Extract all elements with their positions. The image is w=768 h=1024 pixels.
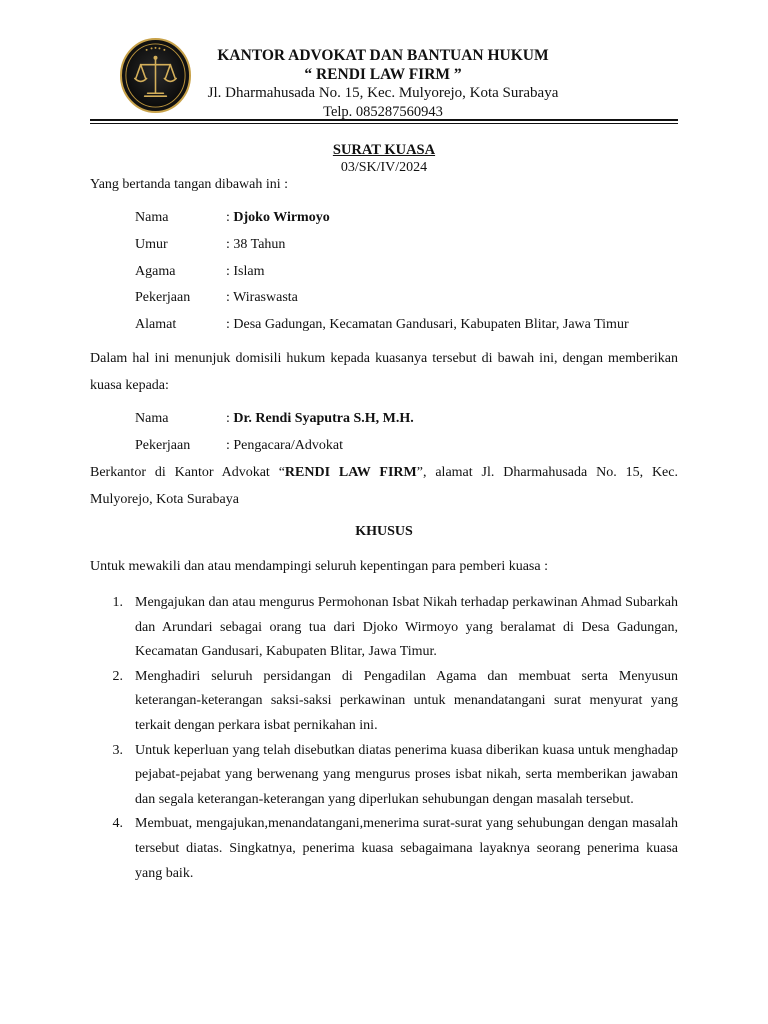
- firm-organization: KANTOR ADVOKAT DAN BANTUAN HUKUM: [217, 47, 549, 64]
- list-text: Mengajukan dan atau mengurus Permohonan Isbat Nikah terhadap perkawinan Ahmad Subarkah dan Arundari sebagai orang tua dari Djoko Wirmoyo yang beralamat di Desa Gadungan, Kecamatan Gandusari, Kabupaten Blitar, Jawa Timur.: [135, 595, 678, 660]
- attorney-row-occupation: [135, 433, 414, 460]
- list-item: [90, 812, 678, 886]
- list-number: 2.: [112, 668, 123, 684]
- field-label: Nama: [135, 411, 169, 426]
- list-number: 1.: [112, 595, 123, 610]
- firm-address: Jl. Dharmahusada No. 15, Kec. Mulyorejo, Kota Surabaya: [207, 85, 559, 101]
- attorney-row-name: [135, 406, 414, 433]
- grantor-row-name: [135, 205, 629, 232]
- field-value: : 38 Tahun: [226, 236, 286, 252]
- list-text: Membuat, mengajukan,menandatangani,menerima surat-surat yang sehubungan dengan masalah tersebut diatas. Singkatnya, penerima kuasa sebagaimana layaknya seorang penerima kuasa yang baik.: [135, 816, 678, 881]
- field-label: Umur: [135, 236, 168, 252]
- attorney-details: [135, 406, 414, 460]
- list-text: Untuk keperluan yang telah disebutkan diatas penerima kuasa diberikan kuasa untuk menghadap pejabat-pejabat yang berwenang yang mengurus proses isbat nikah, serta memberikan jawaban dan segala keterangan-keterangan yang diperlukan sehubungan dengan masalah tersebut.: [135, 742, 678, 807]
- office-firm-name: RENDI LAW FIRM: [284, 465, 417, 480]
- list-item: [90, 739, 678, 813]
- special-heading: KHUSUS: [355, 524, 413, 539]
- document-title-block: [90, 141, 678, 176]
- office-text: Berkantor di Kantor Advokat “RENDI LAW FIRM”, alamat Jl. Dharmahusada No. 15, Kec. Mulyorejo, Kota Surabaya: [90, 465, 678, 507]
- appoint-text: Dalam hal ini menunjuk domisili hukum kepada kuasanya tersebut di bawah ini, dengan memberikan kuasa kepada:: [90, 351, 678, 393]
- firm-name: “ RENDI LAW FIRM ”: [304, 66, 462, 83]
- field-value: : Wiraswasta: [226, 290, 298, 306]
- field-value: : Islam: [226, 263, 265, 279]
- field-label: Pekerjaan: [135, 437, 191, 453]
- field-value: : Pengacara/Advokat: [226, 437, 344, 453]
- field-value: : Desa Gadungan, Kecamatan Gandusari, Kabupaten Blitar, Jawa Timur: [226, 317, 629, 333]
- grantor-row-religion: [135, 259, 629, 286]
- field-label: Pekerjaan: [135, 290, 191, 306]
- document-number: 03/SK/IV/2024: [340, 160, 428, 175]
- list-number: 3.: [112, 742, 123, 758]
- list-item: [90, 665, 678, 739]
- powers-list: [90, 591, 678, 886]
- field-label: Agama: [135, 263, 176, 279]
- grantor-row-address: [135, 312, 629, 339]
- list-text: Menghadiri seluruh persidangan di Pengadilan Agama dan membuat serta Menyusun keterangan-keterangan saksi-saksi perkawinan untuk menandatangani surat menyurat yang terkait dengan perkara isbat pernikahan ini.: [135, 668, 678, 733]
- list-number: 4.: [112, 816, 123, 832]
- attorney-name: Dr. Rendi Syaputra S.H, M.H.: [233, 411, 414, 426]
- grantor-row-occupation: [135, 285, 629, 312]
- grantor-row-age: [135, 232, 629, 259]
- law-firm-logo: [119, 37, 192, 114]
- list-item: [90, 591, 678, 665]
- field-label: Alamat: [135, 317, 177, 333]
- letterhead-rule-thin: [90, 123, 678, 124]
- letterhead: [190, 46, 576, 122]
- field-label: Nama: [135, 210, 169, 225]
- grantor-name: Djoko Wirmoyo: [233, 210, 330, 225]
- purpose-intro: Untuk mewakili dan atau mendampingi seluruh kepentingan para pemberi kuasa :: [90, 559, 548, 574]
- field-value: : Djoko Wirmoyo: [226, 210, 330, 225]
- firm-phone: Telp. 085287560943: [323, 104, 443, 120]
- intro-text: Yang bertanda tangan dibawah ini :: [90, 177, 289, 192]
- letterhead-rule-thick: [90, 119, 678, 121]
- document-title: SURAT KUASA: [332, 142, 436, 158]
- field-value: : Dr. Rendi Syaputra S.H, M.H.: [226, 411, 414, 426]
- grantor-details: [135, 205, 629, 339]
